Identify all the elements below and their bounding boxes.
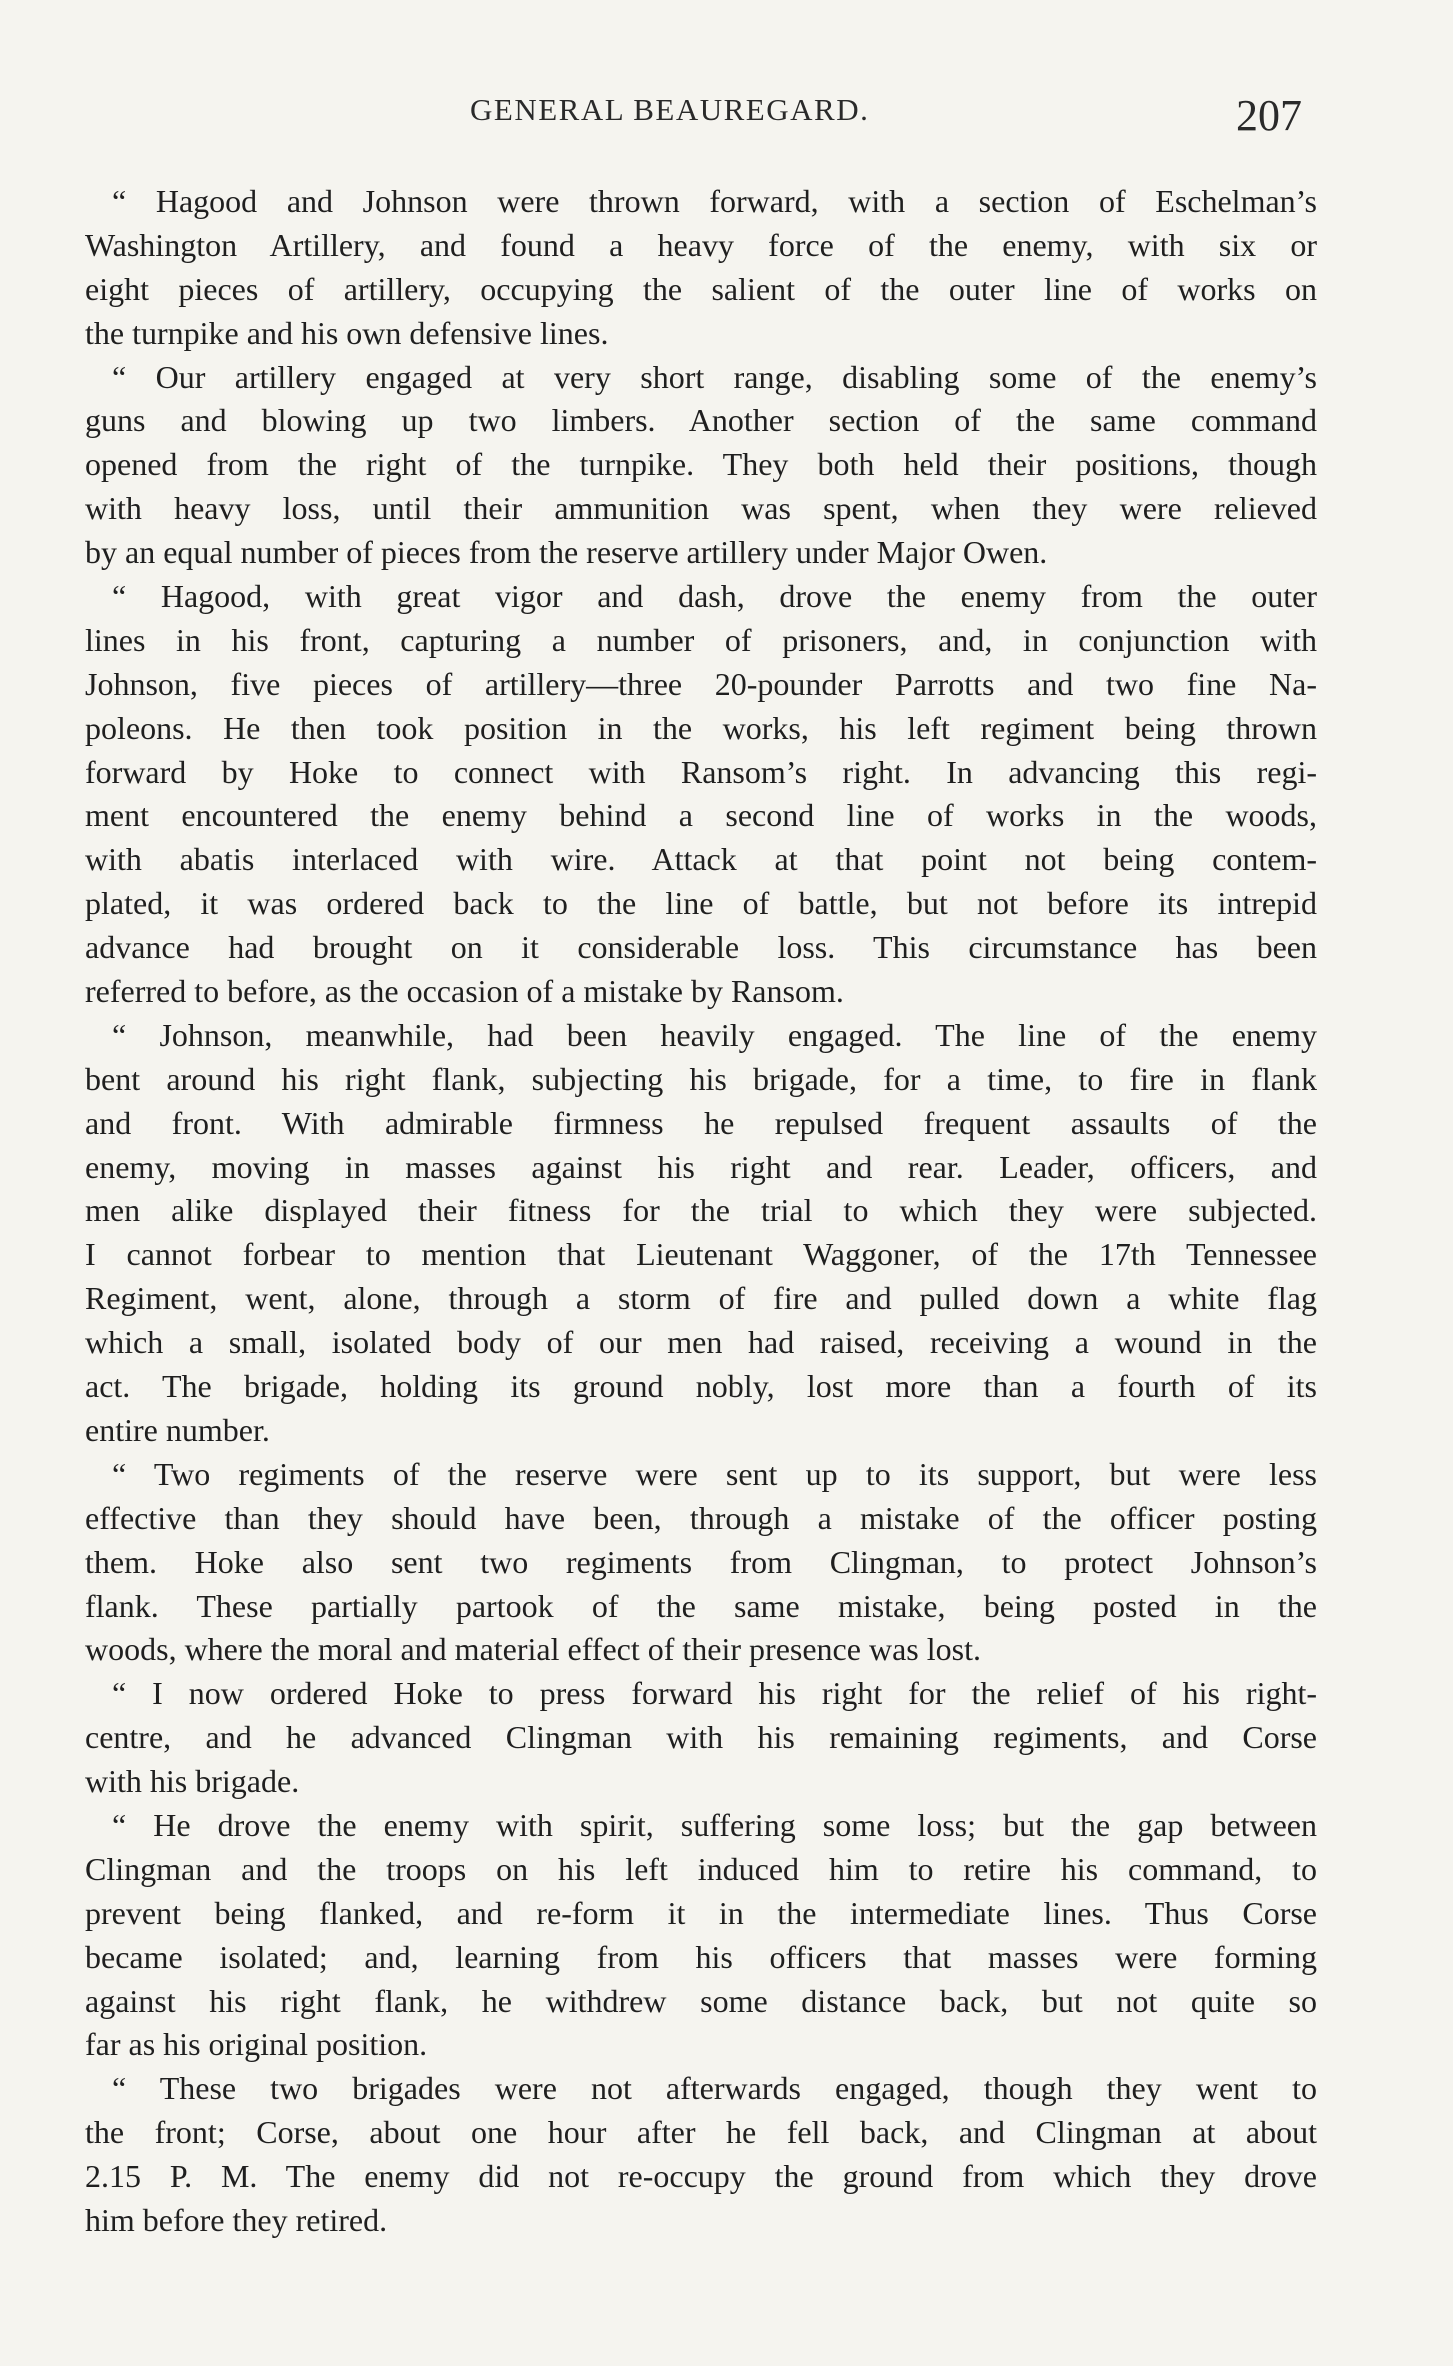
text-line: “ I now ordered Hoke to press forward his right for the relief of his right- <box>112 1675 1317 1712</box>
text-line: the turnpike and his own defensive lines. <box>85 314 609 351</box>
text-line: “ Two regiments of the reserve were sent up to its support, but were less <box>112 1455 1317 1492</box>
text-line: “ Johnson, meanwhile, had been heavily engaged. The line of the enemy <box>112 1016 1317 1053</box>
text-line: I cannot forbear to mention that Lieutenant Waggoner, of the 17th Tennessee <box>85 1236 1317 1273</box>
text-line: the front; Corse, about one hour after he fell back, and Clingman at about <box>85 2114 1317 2151</box>
body-text <box>85 180 1317 2243</box>
text-line: plated, it was ordered back to the line of battle, but not before its intrepid <box>85 885 1317 922</box>
text-line: woods, where the moral and material effect of their presence was lost. <box>85 1631 981 1668</box>
text-line: opened from the right of the turnpike. They both held their positions, though <box>85 446 1317 483</box>
text-line: Clingman and the troops on his left induced him to retire his command, to <box>85 1850 1317 1887</box>
text-line: lines in his front, capturing a number of prisoners, and, in conjunction with <box>85 621 1317 658</box>
text-line: with heavy loss, until their ammunition was spent, when they were relieved <box>85 490 1317 527</box>
text-line: guns and blowing up two limbers. Another section of the same command <box>85 402 1317 439</box>
text-line: with abatis interlaced with wire. Attack at that point not being contem- <box>85 841 1317 878</box>
text-line: 2.15 P. M. The enemy did not re-occupy the ground from which they drove <box>85 2158 1317 2195</box>
text-line: referred to before, as the occasion of a mistake by Ransom. <box>85 973 844 1010</box>
text-line: effective than they should have been, through a mistake of the officer posting <box>85 1499 1317 1536</box>
text-line: eight pieces of artillery, occupying the salient of the outer line of works on <box>85 270 1317 307</box>
text-line: which a small, isolated body of our men had raised, receiving a wound in the <box>85 1324 1317 1361</box>
text-line: Johnson, five pieces of artillery—three 20-pounder Parrotts and two fine Na- <box>85 665 1317 702</box>
text-line: “ Our artillery engaged at very short range, disabling some of the enemy’s <box>112 358 1317 395</box>
running-head: GENERAL BEAUREGARD. <box>470 92 870 127</box>
text-line: advance had brought on it considerable loss. This circumstance has been <box>85 929 1317 966</box>
text-line: men alike displayed their fitness for the trial to which they were subjected. <box>85 1192 1317 1229</box>
text-line: him before they retired. <box>85 2201 388 2238</box>
text-line: against his right flank, he withdrew some distance back, but not quite so <box>85 1982 1317 2019</box>
text-line: entire number. <box>85 1411 270 1448</box>
text-line: and front. With admirable firmness he repulsed frequent assaults of the <box>85 1104 1317 1141</box>
text-line: forward by Hoke to connect with Ransom’s right. In advancing this regi- <box>85 753 1317 790</box>
text-line: “ He drove the enemy with spirit, suffering some loss; but the gap between <box>112 1806 1317 1843</box>
text-line: prevent being flanked, and re-form it in the intermediate lines. Thus Corse <box>85 1894 1317 1931</box>
text-line: by an equal number of pieces from the reserve artillery under Major Owen. <box>85 534 1048 571</box>
text-line: Regiment, went, alone, through a storm of fire and pulled down a white flag <box>85 1280 1317 1317</box>
text-line: Washington Artillery, and found a heavy force of the enemy, with six or <box>85 226 1317 263</box>
text-line: centre, and he advanced Clingman with his remaining regiments, and Corse <box>85 1719 1317 1756</box>
page-number: 207 <box>1236 91 1302 140</box>
text-line: “ These two brigades were not afterwards engaged, though they went to <box>112 2070 1317 2107</box>
text-line: them. Hoke also sent two regiments from Clingman, to protect Johnson’s <box>85 1543 1317 1580</box>
text-line: poleons. He then took position in the works, his left regiment being thrown <box>85 709 1317 746</box>
text-line: bent around his right flank, subjecting his brigade, for a time, to fire in flank <box>85 1060 1317 1097</box>
text-line: far as his original position. <box>85 2026 428 2063</box>
text-line: “ Hagood, with great vigor and dash, drove the enemy from the outer <box>112 578 1317 615</box>
text-line: flank. These partially partook of the same mistake, being posted in the <box>85 1587 1317 1624</box>
text-line: act. The brigade, holding its ground nobly, lost more than a fourth of its <box>85 1368 1317 1405</box>
text-line: with his brigade. <box>85 1763 300 1800</box>
text-line: ment encountered the enemy behind a second line of works in the woods, <box>85 797 1317 834</box>
text-line: enemy, moving in masses against his right and rear. Leader, officers, and <box>85 1148 1317 1185</box>
text-line: “ Hagood and Johnson were thrown forward, with a section of Eschelman’s <box>112 183 1317 219</box>
text-line: became isolated; and, learning from his officers that masses were forming <box>85 1938 1317 1975</box>
